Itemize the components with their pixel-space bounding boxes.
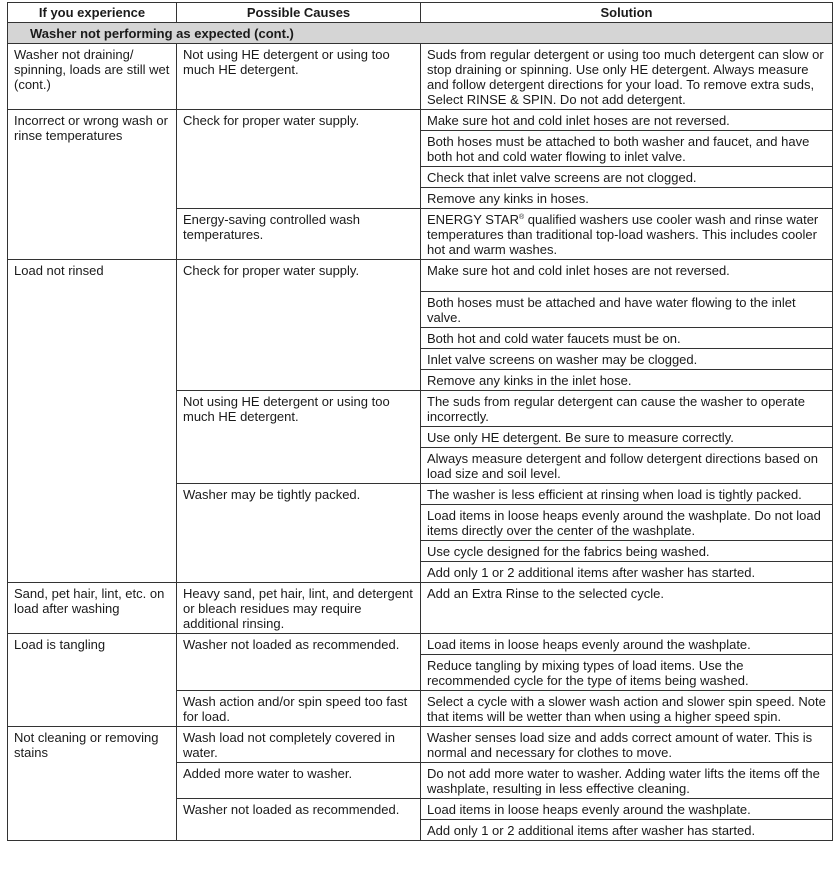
solution-cell: Make sure hot and cold inlet hoses are not reversed. [421, 260, 833, 292]
solution-cell: Add only 1 or 2 additional items after washer has started. [421, 562, 833, 583]
solution-cell: Load items in loose heaps evenly around the washplate. [421, 799, 833, 820]
solution-cell: Load items in loose heaps evenly around the washplate. Do not load items directly over the center of the washplate. [421, 505, 833, 541]
solution-cell: Select a cycle with a slower wash action and slower spin speed. Note that items will be wetter than when using a higher speed spin. [421, 691, 833, 727]
solution-cell: Both hot and cold water faucets must be on. [421, 328, 833, 349]
cause-cell: Washer may be tightly packed. [177, 484, 421, 583]
experience-cell: Load not rinsed [8, 260, 177, 583]
cause-cell: Not using HE detergent or using too much HE detergent. [177, 44, 421, 110]
solution-cell: Always measure detergent and follow detergent directions based on load size and soil level. [421, 448, 833, 484]
solution-cell: Use cycle designed for the fabrics being washed. [421, 541, 833, 562]
solution-cell: Use only HE detergent. Be sure to measure correctly. [421, 427, 833, 448]
header-solution: Solution [421, 3, 833, 23]
solution-cell: The suds from regular detergent can cause the washer to operate incorrectly. [421, 391, 833, 427]
table-row [8, 727, 833, 763]
solution-cell: Inlet valve screens on washer may be clogged. [421, 349, 833, 370]
solution-cell: Washer senses load size and adds correct amount of water. This is normal and necessary for clothes to move. [421, 727, 833, 763]
table-row [8, 110, 833, 131]
cause-cell: Check for proper water supply. [177, 110, 421, 209]
section-title: Washer not performing as expected (cont.) [8, 23, 833, 44]
section-row [8, 23, 833, 44]
solution-cell: Add only 1 or 2 additional items after washer has started. [421, 820, 833, 841]
experience-cell: Sand, pet hair, lint, etc. on load after washing [8, 583, 177, 634]
solution-cell: Remove any kinks in the inlet hose. [421, 370, 833, 391]
cause-cell: Washer not loaded as recommended. [177, 799, 421, 841]
cause-cell: Not using HE detergent or using too much HE detergent. [177, 391, 421, 484]
solution-cell: Both hoses must be attached to both washer and faucet, and have both hot and cold water flowing to inlet valve. [421, 131, 833, 167]
solution-cell: Check that inlet valve screens are not clogged. [421, 167, 833, 188]
experience-cell: Load is tangling [8, 634, 177, 727]
solution-cell: Reduce tangling by mixing types of load items. Use the recommended cycle for the type of items being washed. [421, 655, 833, 691]
brand-text: ENERGY STAR [427, 212, 519, 227]
solution-cell: Suds from regular detergent or using too much detergent can slow or stop draining or spinning. Use only HE detergent. Always measure and follow detergent directions for your load. To remove extra suds, Select RINSE & SPIN. Do not add detergent. [421, 44, 833, 110]
table-row [8, 260, 833, 292]
experience-cell: Washer not draining/ spinning, loads are still wet (cont.) [8, 44, 177, 110]
solution-cell: The washer is less efficient at rinsing when load is tightly packed. [421, 484, 833, 505]
experience-cell: Incorrect or wrong wash or rinse temperatures [8, 110, 177, 260]
solution-text: qualified washers use cooler wash and rinse water temperatures than traditional top-load washers. This includes cooler hot and warm washes. [427, 212, 819, 257]
solution-cell: Remove any kinks in hoses. [421, 188, 833, 209]
cause-cell: Energy-saving controlled wash temperatures. [177, 209, 421, 260]
cause-cell: Wash load not completely covered in water. [177, 727, 421, 763]
cause-cell: Heavy sand, pet hair, lint, and detergent or bleach residues may require additional rinsing. [177, 583, 421, 634]
solution-cell: Load items in loose heaps evenly around the washplate. [421, 634, 833, 655]
table-row [8, 44, 833, 110]
cause-cell: Check for proper water supply. [177, 260, 421, 391]
header-experience: If you experience [8, 3, 177, 23]
cause-cell: Wash action and/or spin speed too fast for load. [177, 691, 421, 727]
solution-cell [421, 209, 833, 260]
experience-cell: Not cleaning or removing stains [8, 727, 177, 841]
solution-cell: Both hoses must be attached and have water flowing to the inlet valve. [421, 292, 833, 328]
header-causes: Possible Causes [177, 3, 421, 23]
cause-cell: Added more water to washer. [177, 763, 421, 799]
header-row [8, 3, 833, 23]
registered-mark: ® [518, 214, 525, 221]
table-row [8, 583, 833, 634]
solution-cell: Add an Extra Rinse to the selected cycle. [421, 583, 833, 634]
table-row [8, 634, 833, 655]
cause-cell: Washer not loaded as recommended. [177, 634, 421, 691]
solution-cell: Make sure hot and cold inlet hoses are not reversed. [421, 110, 833, 131]
solution-cell: Do not add more water to washer. Adding water lifts the items off the washplate, resulting in less effective cleaning. [421, 763, 833, 799]
troubleshooting-table [7, 2, 833, 841]
